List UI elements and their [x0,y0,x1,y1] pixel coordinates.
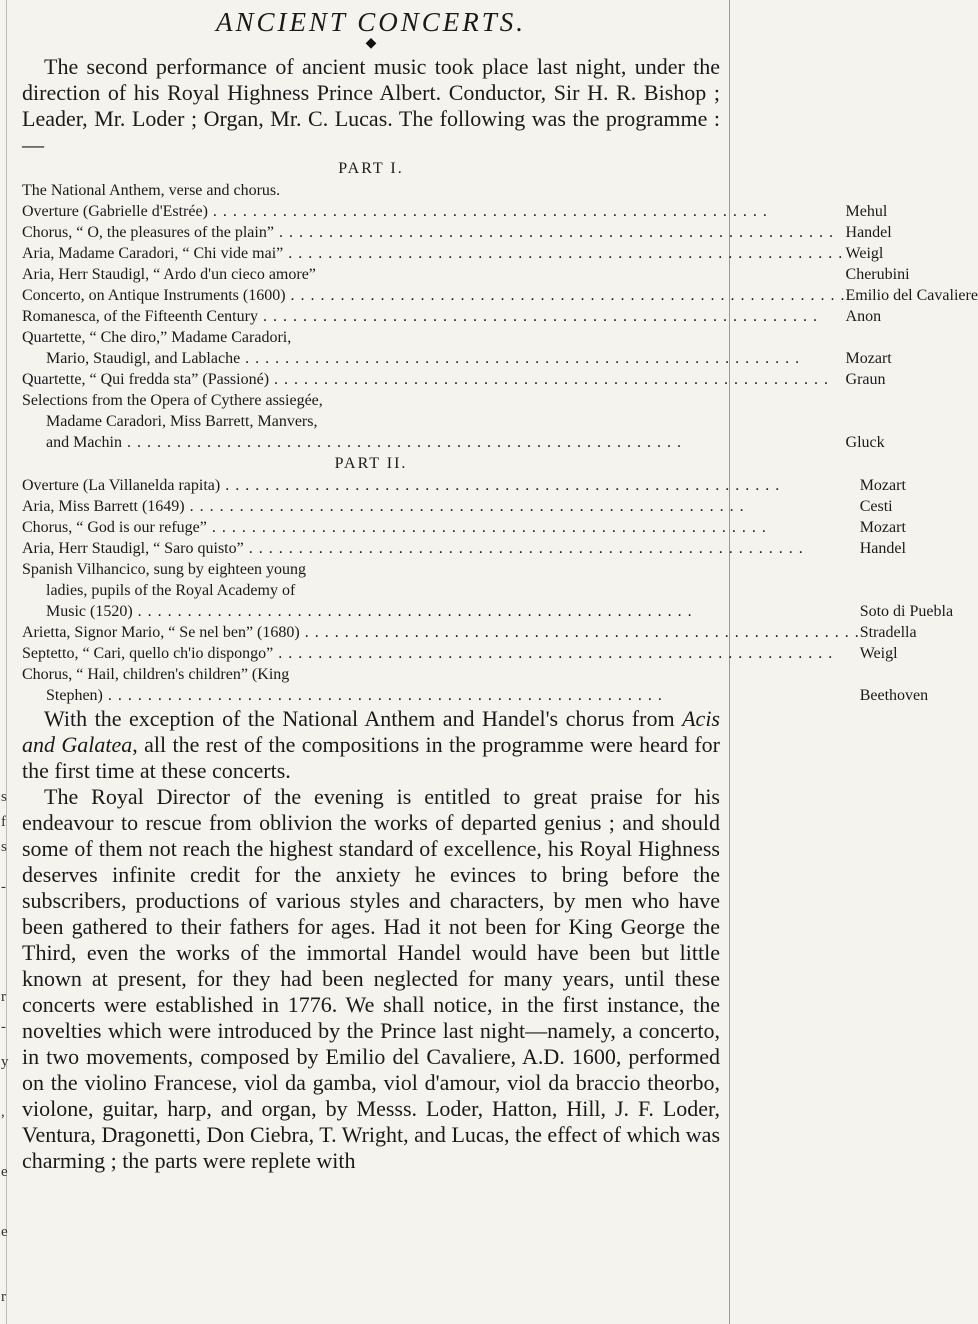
margin-fragment: f [1,814,6,830]
programme-piece: Quartette, “ Che diro,” Madame Caradori, [22,329,292,346]
programme-row [22,222,978,243]
programme-part-one [22,180,978,453]
margin-fragment: y [1,1054,9,1070]
ornament-icon: ◆ [365,36,377,51]
margin-fragment: e [1,1164,8,1180]
margin-fragment: s [1,839,7,855]
programme-row [22,475,953,496]
programme-row [22,664,953,685]
programme-composer [860,580,953,601]
programme-composer: Mozart [845,350,892,367]
programme-composer: Beethoven [859,687,929,704]
programme-piece: Stephen) . . . [22,685,860,706]
programme-row [22,180,978,201]
programme-row [22,432,978,453]
programme-composer: Handel [859,540,906,557]
programme-composer: Mehul [845,203,888,220]
programme-piece: Overture (Gabrielle d'Estrée) . . . [22,201,846,222]
article-title: ANCIENT CONCERTS. [215,7,527,37]
programme-composer: Handel [845,224,892,241]
programme-piece: Selections from the Opera of Cythere assiegée, [22,392,323,409]
article-column [22,0,978,1174]
programme-composer: Cesti [859,498,893,515]
programme-piece: Chorus, “ God is our refuge” . . . [22,517,860,538]
programme-composer: Weigl [859,645,898,662]
programme-piece: Aria, Herr Staudigl, “ Saro quisto” . . . [22,538,860,559]
programme-composer: Soto di Puebla [859,603,954,620]
programme-row [22,306,978,327]
programme-row [22,390,978,411]
programme-piece: Chorus, “ Hail, children's children” (King [22,666,290,683]
programme-row [22,411,978,432]
commentary-paragraph-2: The Royal Director of the evening is entitled to great praise for his endeavour to rescue from oblivion the works of departed genius ; and should some of them not reach the highest standard of excellence, his Royal Highness deserves infinite credit for the anxiety he evinces to bring before the subscribers, productions of various styles and characters, by men who have been gathered to their fathers for ages. Had it not been for King George the Third, even the works of the immortal Handel would have been but little known at present, for they had been neglected for many years, until these concerts were established in 1776. We shall notice, in the first instance, the novelties which were introduced by the Prince last night—namely, a concerto, in two movements, composed by Emilio del Cavaliere, A.D. 1600, performed on the violino Francese, viol da gamba, viol d'amour, viol da braccio theorbo, violone, guitar, harp, and organ, by Messs. Loder, Hatton, Hill, J. F. Loder, Ventura, Dragonetti, Don Ciebra, T. Wright, and Lucas, the effect of which was charming ; the parts were replete with [22,784,720,1173]
programme-row [22,327,978,348]
programme-composer: Stradella [859,624,917,641]
margin-fragment: r [1,1289,6,1305]
programme-composer: Mozart [859,477,906,494]
programme-piece: Music (1520) . . . [22,601,860,622]
programme-composer [846,327,978,348]
programme-piece: The National Anthem, verse and chorus. [22,182,281,199]
programme-piece: Quartette, “ Qui fredda sta” (Passioné) . . . [22,369,846,390]
programme-row [22,580,953,601]
programme-row [22,496,953,517]
programme-piece: Arietta, Signor Mario, “ Se nel ben” (1680) . . . [22,622,860,643]
margin-fragment: r [1,989,6,1005]
programme-piece: and Machin . . . [22,432,846,453]
programme-composer: Gluck [845,434,885,451]
intro-paragraph: The second performance of ancient music took place last night, under the direction of his Royal Highness Prince Albert. Conductor, Sir H. R. Bishop ; Leader, Mr. Loder ; Organ, Mr. C. Lucas. The following was the programme :— [22,54,720,157]
programme-composer [846,411,978,432]
work-title: Acis and Galatea [22,706,720,757]
programme-row [22,685,953,706]
margin-fragment: - [1,879,6,895]
programme-piece: ladies, pupils of the Royal Academy of [46,582,296,599]
programme-piece: Madame Caradori, Miss Barrett, Manvers, [46,413,318,430]
margin-fragment: e [1,1224,8,1240]
programme-piece: Concerto, on Antique Instruments (1600) . . . [22,285,846,306]
programme-row [22,243,978,264]
programme-row [22,264,978,285]
programme-composer: Cherubini [845,266,910,283]
programme-piece: Spanish Vilhancico, sung by eighteen young [22,561,307,578]
adjacent-column-fragments [0,0,12,1324]
programme-piece: Septetto, “ Cari, quello ch'io dispongo” . . . [22,643,860,664]
margin-fragment: - [1,1019,6,1035]
programme-row [22,285,978,306]
programme-piece: Chorus, “ O, the pleasures of the plain” . . . [22,222,846,243]
programme-composer: Graun [845,371,886,388]
programme-row [22,643,953,664]
programme-composer: Anon [845,308,882,325]
programme-row [22,538,953,559]
part-two-heading: PART II. [334,455,408,472]
programme-composer: Emilio del Cavaliere [845,287,978,304]
programme-piece: Overture (La Villanelda rapita) . . . [22,475,860,496]
programme-row [22,601,953,622]
part-one-heading: PART I. [338,160,404,177]
programme-row [22,201,978,222]
margin-fragment: s [1,789,7,805]
programme-piece: Romanesca, of the Fifteenth Century . . . [22,306,846,327]
programme-part-two [22,475,953,706]
programme-piece: Aria, Herr Staudigl, “ Ardo d'un cieco amore” [22,266,316,283]
programme-piece: Mario, Staudigl, and Lablache . . . [22,348,846,369]
programme-piece: Aria, Madame Caradori, “ Chi vide mai” . . . [22,243,846,264]
programme-row [22,559,953,580]
programme-composer [846,180,978,201]
programme-composer: Mozart [859,519,906,536]
programme-row [22,517,953,538]
programme-row [22,369,978,390]
programme-row [22,348,978,369]
programme-composer: Weigl [845,245,884,262]
programme-row [22,622,953,643]
margin-fragment: , [1,1104,5,1120]
programme-piece: Aria, Miss Barrett (1649) . . . [22,496,860,517]
commentary-paragraph-1: With the exception of the National Anthem and Handel's chorus from Acis and Galatea, all the rest of the compositions in the programme were heard for the first time at these concerts. [22,706,720,783]
